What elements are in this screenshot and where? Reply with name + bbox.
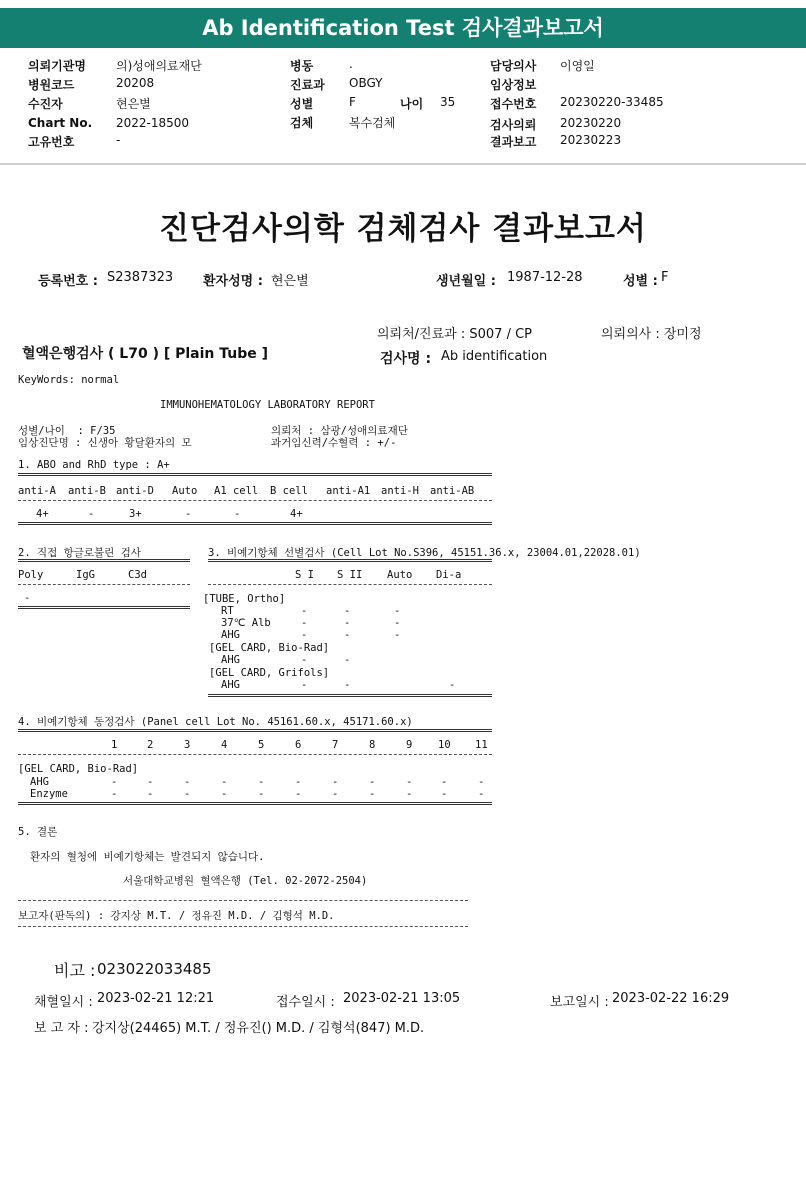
abo-header: anti-B: [68, 485, 106, 497]
abo-value: -: [234, 508, 241, 520]
hdr-value: F: [349, 95, 356, 109]
dat-title: 2. 직접 항글로불린 검사: [18, 547, 141, 559]
screen-row-label: AHG: [221, 679, 240, 691]
abo-header: anti-A: [18, 485, 56, 497]
received-label: 접수일시 :: [276, 995, 335, 1010]
sex-label: 성별 :: [623, 274, 658, 289]
hdr-value: 20230223: [560, 133, 622, 147]
abo-header: B cell: [270, 485, 308, 497]
hdr-value: 이영일: [560, 59, 595, 73]
hdr-label: 결과보고: [490, 135, 537, 149]
panel-method: [GEL CARD, Bio-Rad]: [18, 763, 139, 775]
abo-value: 3+: [129, 508, 142, 520]
double-rule: [18, 729, 492, 732]
hdr-label: 고유번호: [28, 135, 75, 149]
hdr-label: Chart No.: [28, 116, 93, 130]
panel-value: -: [295, 776, 302, 788]
double-rule: [18, 522, 492, 525]
lab-report-title: IMMUNOHEMATOLOGY LABORATORY REPORT: [160, 399, 375, 411]
dash-rule: [18, 900, 468, 901]
panel-header: 1: [111, 739, 118, 751]
hdr-value: 복수검체: [349, 116, 396, 130]
hdr-value: 의)성애의료재단: [116, 59, 202, 73]
panel-value: -: [369, 788, 376, 800]
abo-header: anti-A1: [326, 485, 371, 497]
dob-value: 1987-12-28: [507, 270, 583, 285]
sex-value: F: [661, 270, 669, 285]
report-paper: [0, 168, 806, 1190]
dob-label: 생년월일 :: [436, 274, 496, 289]
screen-header: S I: [295, 569, 314, 581]
hdr-value: 현은별: [116, 97, 151, 111]
hdr-label: 수진자: [28, 97, 63, 111]
screen-value: -: [449, 679, 456, 691]
screen-method: [GEL CARD, Bio-Rad]: [209, 642, 330, 654]
abo-header: anti-AB: [430, 485, 475, 497]
hdr-value: 20230220: [560, 116, 622, 130]
reporters-value: 강지상(24465) M.T. / 정유진() M.D. / 김형석(847) M.D.: [92, 1021, 425, 1036]
hdr-value: 20230220-33485: [560, 95, 664, 109]
hdr-value: .: [349, 57, 353, 71]
doctor-text: 의뢰의사 : 장미정: [601, 327, 702, 342]
hdr-label: 진료과: [290, 78, 325, 92]
hdr-label: 담당의사: [490, 59, 537, 73]
abo-value: -: [185, 508, 192, 520]
panel-value: -: [111, 788, 118, 800]
header-divider: [0, 163, 806, 165]
double-rule: [18, 606, 190, 609]
conclusion-title: 5. 결론: [18, 826, 58, 838]
dash-rule: [18, 584, 190, 585]
screen-value: -: [301, 679, 308, 691]
report-title-bar: Ab Identification Test 검사결과보고서: [0, 8, 806, 48]
hdr-value: 2022-18500: [116, 116, 190, 130]
panel-header: 9: [406, 739, 413, 751]
screen-row-label: RT: [221, 605, 234, 617]
panel-header: 3: [184, 739, 191, 751]
reported-value: 2023-02-22 16:29: [612, 991, 730, 1006]
exam-name-label: 검사명 :: [380, 351, 432, 367]
panel-value: -: [332, 776, 339, 788]
panel-value: -: [406, 776, 413, 788]
screen-value: -: [301, 629, 308, 641]
panel-value: -: [369, 776, 376, 788]
abo-header: anti-H: [381, 485, 419, 497]
patient-name-label: 환자성명 :: [203, 274, 263, 289]
panel-row-label: AHG: [30, 776, 49, 788]
abo-header: anti-D: [116, 485, 154, 497]
hdr-label: 의뢰기관명: [28, 59, 86, 73]
panel-header: 10: [438, 739, 451, 751]
hdr-value: 20208: [116, 76, 155, 90]
screen-value: -: [344, 617, 351, 629]
panel-value: -: [184, 788, 191, 800]
collected-label: 채혈일시 :: [34, 995, 93, 1010]
hdr-label: 나이: [400, 97, 424, 111]
sex-age-line: 성별/나이 : F/35: [18, 425, 116, 437]
panel-value: -: [295, 788, 302, 800]
panel-header: 6: [295, 739, 302, 751]
reporter-line: 보고자(판독의) : 강지상 M.T. / 정유진 M.D. / 김형석 M.D.: [18, 910, 335, 922]
double-rule: [208, 559, 492, 562]
double-rule: [208, 694, 492, 697]
panel-value: -: [221, 788, 228, 800]
diagnosis-line: 임상진단명 : 신생아 황달환자의 모: [18, 437, 192, 449]
screen-method: [TUBE, Ortho]: [203, 593, 286, 605]
double-rule: [18, 473, 492, 476]
screen-value: -: [394, 617, 401, 629]
reported-label: 보고일시 :: [550, 995, 609, 1010]
exam-name-value: Ab identification: [441, 349, 548, 364]
abo-value: -: [88, 508, 95, 520]
screen-method: [GEL CARD, Grifols]: [209, 667, 330, 679]
collected-value: 2023-02-21 12:21: [97, 991, 215, 1006]
double-rule: [18, 559, 190, 562]
screen-value: -: [344, 654, 351, 666]
screen-row-label: AHG: [221, 654, 240, 666]
panel-value: -: [184, 776, 191, 788]
abo-value: 4+: [36, 508, 49, 520]
reporters-label: 보 고 자 :: [34, 1021, 89, 1036]
screen-header: Di-a: [436, 569, 462, 581]
panel-title: 4. 비예기항체 동정검사 (Panel cell Lot No. 45161.60.x, 45171.60.x): [18, 716, 413, 728]
double-rule: [18, 802, 492, 805]
hdr-label: 병원코드: [28, 78, 75, 92]
hdr-value: 35: [440, 95, 456, 109]
hdr-label: 검체: [290, 116, 314, 130]
dash-rule: [18, 500, 492, 501]
lab-name: 서울대학교병원 혈액은행 (Tel. 02-2072-2504): [123, 875, 368, 887]
abo-header: A1 cell: [214, 485, 259, 497]
hdr-label: 성별: [290, 97, 314, 111]
hdr-label: 임상정보: [490, 78, 537, 92]
screen-value: -: [394, 605, 401, 617]
panel-header: 11: [475, 739, 488, 751]
hdr-label: 검사의뢰: [490, 118, 537, 132]
hdr-value: -: [116, 133, 121, 147]
panel-value: -: [221, 776, 228, 788]
dat-value: -: [24, 592, 31, 604]
reg-no-label: 등록번호 :: [38, 274, 98, 289]
exam-group: 혈액은행검사 ( L70 ) [ Plain Tube ]: [22, 346, 269, 362]
panel-value: -: [147, 788, 154, 800]
dash-rule: [18, 754, 492, 755]
dat-header: IgG: [76, 569, 95, 581]
screen-row-label: 37℃ Alb: [221, 617, 271, 629]
screen-header: Auto: [387, 569, 413, 581]
received-value: 2023-02-21 13:05: [343, 991, 461, 1006]
history-line: 과거임신력/수혈력 : +/-: [271, 437, 397, 449]
report-title: 진단검사의학 검체검사 결과보고서: [159, 211, 647, 247]
panel-header: 7: [332, 739, 339, 751]
dat-header: C3d: [128, 569, 147, 581]
screen-value: -: [301, 654, 308, 666]
panel-value: -: [406, 788, 413, 800]
screen-value: -: [344, 679, 351, 691]
screen-value: -: [301, 617, 308, 629]
remark-label: 비고 :: [54, 961, 96, 980]
dept-text: 의뢰처/진료과 : S007 / CP: [377, 327, 532, 342]
hdr-label: 병동: [290, 59, 314, 73]
client-line: 의뢰처 : 삼광/성애의료재단: [271, 425, 408, 437]
panel-value: -: [441, 776, 448, 788]
dat-header: Poly: [18, 569, 44, 581]
panel-value: -: [441, 788, 448, 800]
screen-value: -: [301, 605, 308, 617]
remark-value: 023022033485: [97, 960, 212, 978]
panel-value: -: [332, 788, 339, 800]
dash-rule: [208, 584, 492, 585]
screen-title: 3. 비예기항체 선별검사 (Cell Lot No.S396, 45151.36.x, 23004.01,22028.01): [208, 547, 641, 559]
panel-header: 8: [369, 739, 376, 751]
reg-no-value: S2387323: [107, 270, 174, 285]
screen-value: -: [344, 605, 351, 617]
panel-value: -: [258, 788, 265, 800]
dash-rule: [18, 926, 468, 927]
panel-value: -: [258, 776, 265, 788]
panel-header: 2: [147, 739, 154, 751]
panel-row-label: Enzyme: [30, 788, 68, 800]
patient-name-value: 현은별: [271, 274, 309, 289]
screen-row-label: AHG: [221, 629, 240, 641]
abo-title: 1. ABO and RhD type : A+: [18, 459, 170, 471]
hdr-label: 접수번호: [490, 97, 537, 111]
hdr-value: OBGY: [349, 76, 383, 90]
panel-value: -: [111, 776, 118, 788]
screen-value: -: [344, 629, 351, 641]
screen-header: S II: [337, 569, 363, 581]
panel-value: -: [478, 788, 485, 800]
panel-value: -: [147, 776, 154, 788]
panel-header: 5: [258, 739, 265, 751]
screen-value: -: [394, 629, 401, 641]
keywords: KeyWords: normal: [18, 374, 120, 386]
panel-value: -: [478, 776, 485, 788]
conclusion-text: 환자의 혈청에 비예기항체는 발견되지 않습니다.: [30, 851, 265, 863]
abo-header: Auto: [172, 485, 198, 497]
abo-value: 4+: [290, 508, 303, 520]
panel-header: 4: [221, 739, 228, 751]
